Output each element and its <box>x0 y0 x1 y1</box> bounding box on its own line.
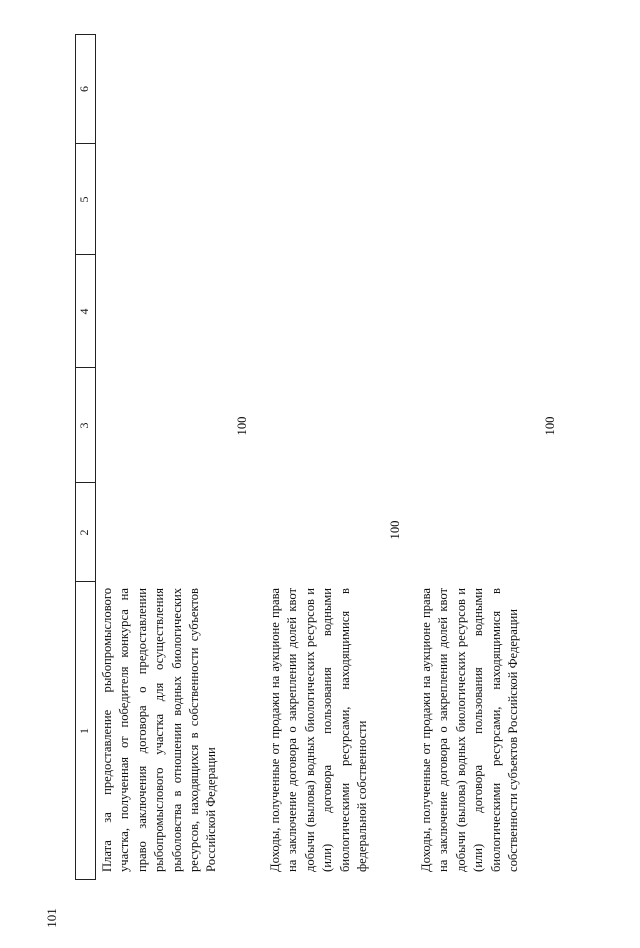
row-1-col3-value: 100 <box>235 416 249 436</box>
column-header-6: 6 <box>77 86 91 92</box>
column-header-3: 3 <box>77 422 91 429</box>
rotated-table <box>75 34 620 880</box>
row-3-description: Доходы, полученные от продажи на аукционе права на заключение договора о закреплении долей квот добычи (вылова) водных биологических ресурсов и (или) договора пользования водными биологическими ресурсами, находящимися в собственности субъектов Российской Федерации <box>419 588 521 872</box>
row-3-col3-value: 100 <box>543 416 557 436</box>
row-2-col2-value: 100 <box>388 520 402 540</box>
row-2-description: Доходы, полученные от продажи на аукционе права на заключение договора о закреплении долей квот добычи (вылова) водных биологических ресурсов и (или) договора пользования водными биологическими ресурсами, находящимися в федеральной собственности <box>268 588 370 872</box>
column-header-5: 5 <box>77 196 91 203</box>
column-header-4: 4 <box>77 308 91 315</box>
row-1-description: Плата за предоставление рыбопромыслового участка, полученная от победителя конкурса на право заключения договора о предоставлении рыбопромыслового участка для осуществления рыболовства в отношении водных биологических ресурсов, находящихся в собственности субъектов Российской Федерации <box>100 588 219 872</box>
table-top-border <box>75 34 76 880</box>
column-header-1: 1 <box>77 728 91 734</box>
column-header-2: 2 <box>77 529 91 536</box>
header-bottom-border <box>95 34 96 880</box>
page-number: 101 <box>44 908 59 928</box>
